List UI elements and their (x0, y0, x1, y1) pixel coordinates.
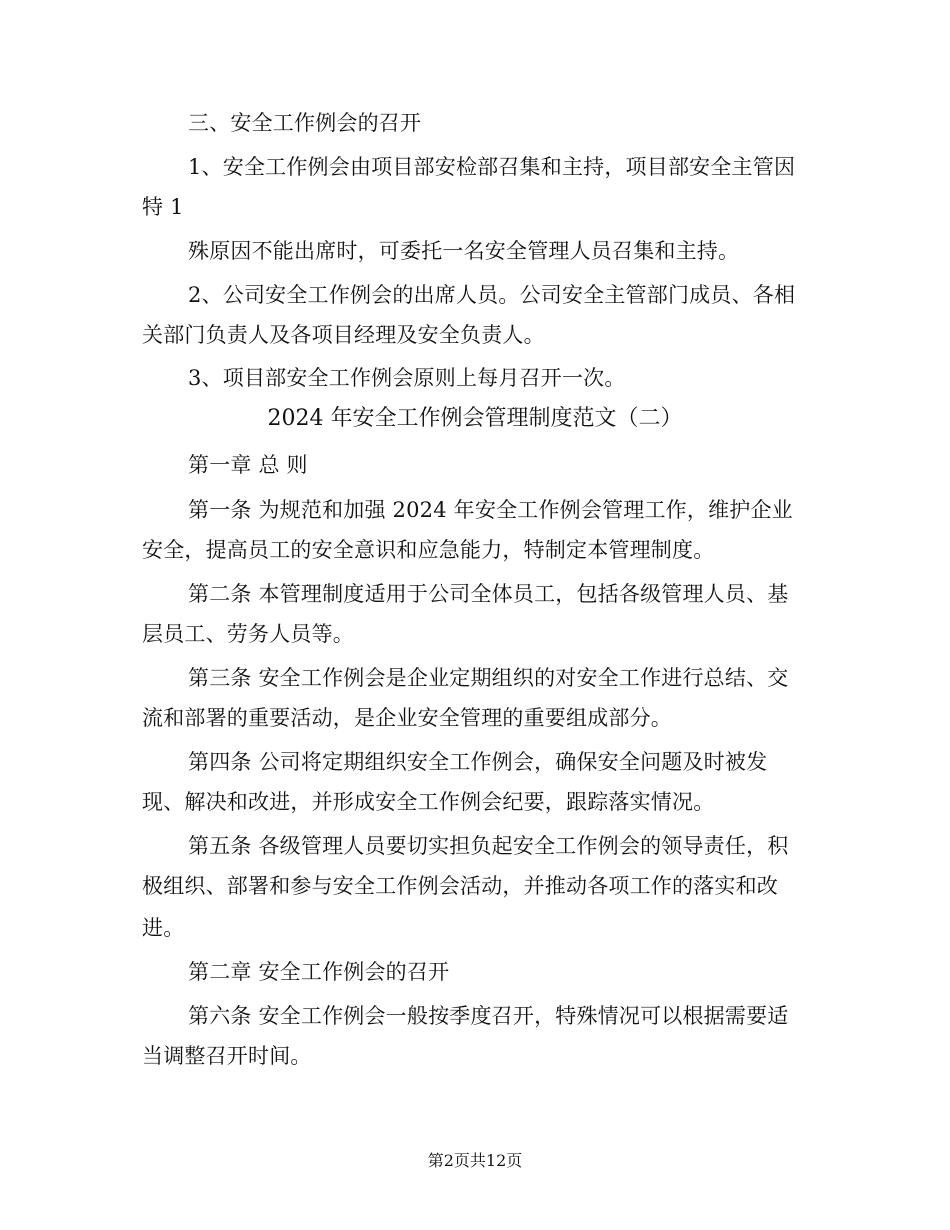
paragraph-line: 安全，提高员工的安全意识和应急能力，特制定本管理制度。 (142, 538, 715, 562)
page-footer: 第2页共12页 (427, 1151, 523, 1170)
paragraph-line: 当调整召开时间。 (142, 1044, 312, 1068)
paragraph-line: 第三条 安全工作例会是企业定期组织的对安全工作进行总结、交 (188, 666, 789, 690)
paragraph-line: 第六条 安全工作例会一般按季度召开，特殊情况可以根据需要适 (188, 1004, 789, 1028)
paragraph-line: 关部门负责人及各项目经理及安全负责人。 (142, 323, 545, 347)
paragraph-line: 进。 (142, 916, 185, 940)
paragraph-line: 第一条 为规范和加强 2024 年安全工作例会管理工作，维护企业 (188, 498, 793, 522)
paragraph-line: 流和部署的重要活动，是企业安全管理的重要组成部分。 (142, 706, 672, 730)
paragraph-line: 第五条 各级管理人员要切实担负起安全工作例会的领导责任，积 (188, 834, 789, 858)
paragraph-line: 1、安全工作例会由项目部安检部召集和主持，项目部安全主管因 (188, 155, 796, 179)
paragraph-line: 层员工、劳务人员等。 (142, 622, 354, 646)
chapter-heading: 第二章 安全工作例会的召开 (188, 960, 450, 984)
paragraph-line: 第四条 公司将定期组织安全工作例会，确保安全问题及时被发 (188, 750, 768, 774)
paragraph-line: 3、项目部安全工作例会原则上每月召开一次。 (188, 366, 626, 390)
paragraph-line: 特 1 (142, 195, 184, 219)
paragraph-line: 极组织、部署和参与安全工作例会活动，并推动各项工作的落实和改 (142, 874, 778, 898)
paragraph-line: 现、解决和改进，并形成安全工作例会纪要，跟踪落实情况。 (142, 790, 715, 814)
section-heading: 三、安全工作例会的召开 (188, 111, 422, 135)
chapter-heading: 第一章 总 则 (188, 453, 308, 477)
paragraph-line: 第二条 本管理制度适用于公司全体员工，包括各级管理人员、基 (188, 582, 789, 606)
paragraph-line: 2、公司安全工作例会的出席人员。公司安全主管部门成员、各相 (188, 283, 796, 307)
paragraph-line: 殊原因不能出席时，可委托一名安全管理人员召集和主持。 (188, 239, 740, 263)
document-title: 2024 年安全工作例会管理制度范文（二） (267, 406, 683, 431)
